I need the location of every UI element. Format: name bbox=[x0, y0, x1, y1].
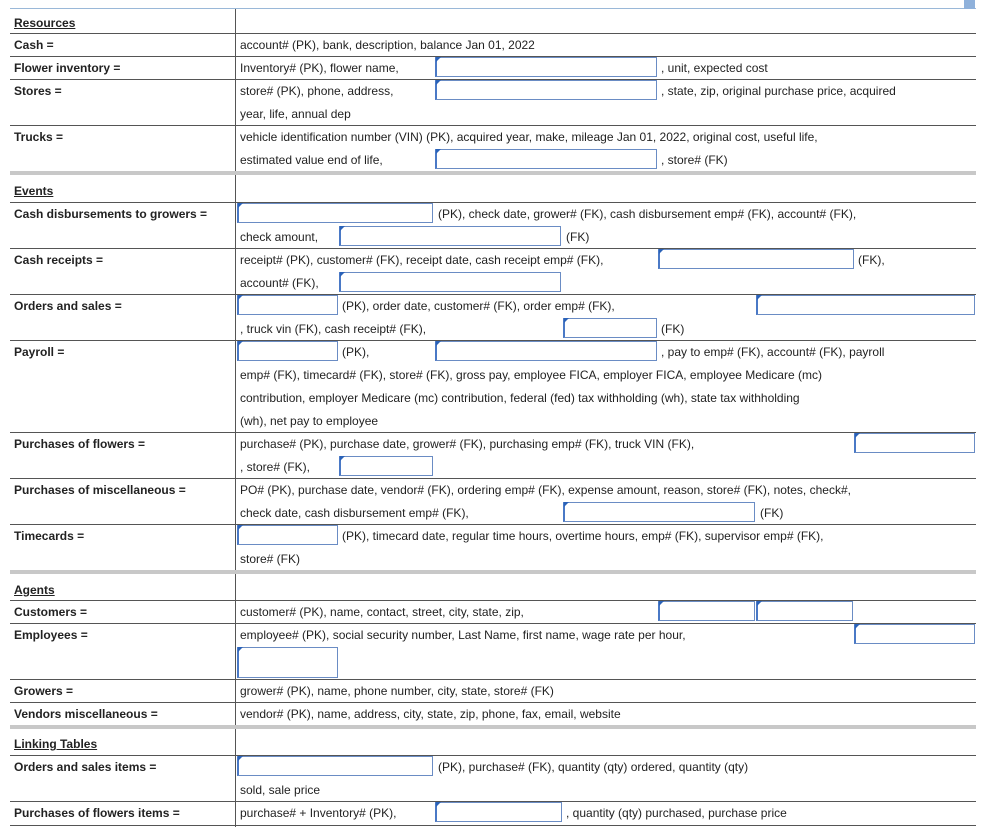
column-divider bbox=[235, 9, 236, 827]
label-cash-disbursements: Cash disbursements to growers = bbox=[14, 207, 208, 221]
label-customers: Customers = bbox=[14, 605, 88, 619]
section-resources: Resources bbox=[14, 16, 76, 30]
timecards-store: store# (FK) bbox=[240, 552, 301, 566]
section-linking-tables: Linking Tables bbox=[14, 737, 98, 751]
cash-disbursement-check-amount: check amount, bbox=[240, 230, 319, 244]
section-separator bbox=[10, 725, 976, 729]
employees-definition: employee# (PK), social security number, Last Name, first name, wage rate per hour, bbox=[240, 628, 686, 642]
stores-blank-input[interactable] bbox=[435, 80, 657, 100]
vendors-definition: vendor# (PK), name, address, city, state, zip, phone, fax, email, website bbox=[240, 707, 621, 721]
label-orders-sales-items: Orders and sales items = bbox=[14, 760, 157, 774]
cash-receipts-fk-label: (FK), bbox=[858, 253, 885, 267]
cash-disbursement-fk-input[interactable] bbox=[339, 226, 561, 246]
label-timecards: Timecards = bbox=[14, 529, 85, 543]
purchases-flowers-items-input[interactable] bbox=[435, 802, 562, 822]
label-orders-sales: Orders and sales = bbox=[14, 299, 122, 313]
corner-marker bbox=[964, 0, 975, 9]
stores-definition-mid: , state, zip, original purchase price, acquired bbox=[661, 84, 896, 98]
orders-sales-id-input[interactable] bbox=[237, 295, 338, 315]
orders-sales-extra-input[interactable] bbox=[756, 295, 975, 315]
cash-disbursement-fk-label: (FK) bbox=[566, 230, 590, 244]
payroll-definition-4: (wh), net pay to employee bbox=[240, 414, 379, 428]
payroll-definition-3: contribution, employer Medicare (mc) contribution, federal (fed) tax withholding (wh), state tax withholding bbox=[240, 391, 800, 405]
growers-definition: grower# (PK), name, phone number, city, state, store# (FK) bbox=[240, 684, 554, 698]
orders-sales-items-definition-cont: sold, sale price bbox=[240, 783, 321, 797]
row-rule bbox=[10, 524, 976, 525]
payroll-definition-2: emp# (FK), timecard# (FK), store# (FK), gross pay, employee FICA, employer FICA, employee Medicare (mc) bbox=[240, 368, 822, 382]
label-flower-inventory: Flower inventory = bbox=[14, 61, 121, 75]
label-cash: Cash = bbox=[14, 38, 54, 52]
label-purchases-flowers-items: Purchases of flowers items = bbox=[14, 806, 180, 820]
orders-sales-fk-input[interactable] bbox=[563, 318, 657, 338]
purchases-flowers-extra-input[interactable] bbox=[854, 433, 975, 453]
purchases-flowers-items-definition: purchase# + Inventory# (PK), bbox=[240, 806, 397, 820]
cash-receipts-definition: receipt# (PK), customer# (FK), receipt date, cash receipt emp# (FK), bbox=[240, 253, 604, 267]
cash-disbursement-definition: (PK), check date, grower# (FK), cash disbursement emp# (FK), account# (FK), bbox=[438, 207, 857, 221]
orders-sales-definition: (PK), order date, customer# (FK), order emp# (FK), bbox=[342, 299, 615, 313]
purchases-flowers-extra-input-2[interactable] bbox=[339, 456, 433, 476]
customers-extra-input-2[interactable] bbox=[756, 601, 853, 621]
label-purchases-misc: Purchases of miscellaneous = bbox=[14, 483, 186, 497]
timecards-id-input[interactable] bbox=[237, 525, 338, 545]
label-vendors: Vendors miscellaneous = bbox=[14, 707, 158, 721]
row-rule bbox=[10, 125, 976, 126]
employees-extra-input-1[interactable] bbox=[854, 624, 975, 644]
label-payroll: Payroll = bbox=[14, 345, 65, 359]
payroll-pk-label: (PK), bbox=[342, 345, 370, 359]
section-agents: Agents bbox=[14, 583, 55, 597]
purchases-misc-definition: PO# (PK), purchase date, vendor# (FK), ordering emp# (FK), expense amount, reason, store# (FK), notes, check#, bbox=[240, 483, 851, 497]
row-rule bbox=[10, 755, 976, 756]
orders-sales-definition-cont: , truck vin (FK), cash receipt# (FK), bbox=[240, 322, 427, 336]
trucks-definition-mid: estimated value end of life, bbox=[240, 153, 383, 167]
row-rule bbox=[10, 202, 976, 203]
cash-receipts-fk-input[interactable] bbox=[658, 249, 854, 269]
label-cash-receipts: Cash receipts = bbox=[14, 253, 104, 267]
label-stores: Stores = bbox=[14, 84, 62, 98]
inventory-definition-end: , unit, expected cost bbox=[661, 61, 768, 75]
purchases-misc-fk-label: (FK) bbox=[760, 506, 784, 520]
row-rule bbox=[10, 825, 976, 826]
row-rule bbox=[10, 679, 976, 680]
payroll-definition-1: , pay to emp# (FK), account# (FK), payroll bbox=[661, 345, 885, 359]
purchases-misc-definition-cont: check date, cash disbursement emp# (FK), bbox=[240, 506, 469, 520]
orders-sales-fk-label: (FK) bbox=[661, 322, 685, 336]
orders-sales-items-definition: (PK), purchase# (FK), quantity (qty) ordered, quantity (qty) bbox=[438, 760, 749, 774]
cash-receipts-extra-input[interactable] bbox=[339, 272, 561, 292]
trucks-definition-start: vehicle identification number (VIN) (PK), acquired year, make, mileage Jan 01, 2022, original cost, useful life, bbox=[240, 130, 818, 144]
purchases-flowers-store: , store# (FK), bbox=[240, 460, 311, 474]
purchases-flowers-items-definition-end: , quantity (qty) purchased, purchase price bbox=[566, 806, 787, 820]
timecards-definition: (PK), timecard date, regular time hours, overtime hours, emp# (FK), supervisor emp# (FK), bbox=[342, 529, 824, 543]
trucks-definition-end: , store# (FK) bbox=[661, 153, 728, 167]
top-border bbox=[10, 8, 976, 9]
row-rule bbox=[10, 702, 976, 703]
cash-disbursement-id-input[interactable] bbox=[237, 203, 433, 223]
row-rule bbox=[10, 33, 976, 34]
label-employees: Employees = bbox=[14, 628, 88, 642]
stores-definition-start: store# (PK), phone, address, bbox=[240, 84, 394, 98]
orders-sales-items-id-input[interactable] bbox=[237, 756, 433, 776]
row-rule bbox=[10, 478, 976, 479]
row-rule bbox=[10, 623, 976, 624]
inventory-blank-input[interactable] bbox=[435, 57, 657, 77]
purchases-misc-fk-input[interactable] bbox=[563, 502, 755, 522]
stores-definition-end: year, life, annual dep bbox=[240, 107, 351, 121]
payroll-id-input[interactable] bbox=[237, 341, 338, 361]
employees-extra-input-2[interactable] bbox=[237, 647, 338, 678]
inventory-definition-start: Inventory# (PK), flower name, bbox=[240, 61, 399, 75]
section-separator bbox=[10, 171, 976, 175]
cash-receipts-account: account# (FK), bbox=[240, 276, 319, 290]
label-growers: Growers = bbox=[14, 684, 74, 698]
row-rule bbox=[10, 432, 976, 433]
cash-definition: account# (PK), bank, description, balance Jan 01, 2022 bbox=[240, 38, 535, 52]
purchases-flowers-definition: purchase# (PK), purchase date, grower# (FK), purchasing emp# (FK), truck VIN (FK), bbox=[240, 437, 695, 451]
label-trucks: Trucks = bbox=[14, 130, 64, 144]
customers-extra-input-1[interactable] bbox=[658, 601, 755, 621]
label-purchases-flowers: Purchases of flowers = bbox=[14, 437, 146, 451]
customers-definition: customer# (PK), name, contact, street, city, state, zip, bbox=[240, 605, 524, 619]
section-events: Events bbox=[14, 184, 54, 198]
trucks-blank-input[interactable] bbox=[435, 149, 657, 169]
section-separator bbox=[10, 570, 976, 574]
payroll-extra-input[interactable] bbox=[435, 341, 657, 361]
